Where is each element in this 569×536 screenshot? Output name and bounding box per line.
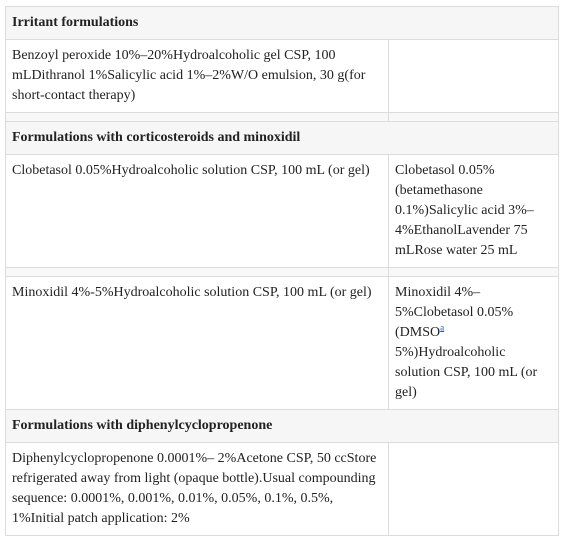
formulation-cell	[389, 40, 559, 113]
formulation-cell: Benzoyl peroxide 10%–20%Hydroalcoholic gel CSP, 100 mLDithranol 1%Salicylic acid 1%–2%W/O emulsion, 30 g(for short-contact therapy)	[6, 40, 389, 113]
spacer-cell	[6, 113, 389, 122]
formulation-cell: Clobetasol 0.05%Hydroalcoholic solution CSP, 100 mL (or gel)	[6, 155, 389, 268]
formulation-cell	[389, 277, 559, 410]
section-header-row	[6, 122, 559, 155]
section-title: Irritant formulations	[6, 7, 559, 40]
section-title: Formulations with corticosteroids and minoxidil	[6, 122, 559, 155]
spacer-cell	[6, 268, 389, 277]
formulations-table	[5, 6, 559, 536]
formulation-text: 5%)Hydroalcoholic solution CSP, 100 mL (or gel)	[395, 345, 538, 400]
section-title: Formulations with diphenylcyclopropenone	[6, 410, 559, 443]
formulation-cell: Minoxidil 4%-5%Hydroalcoholic solution CSP, 100 mL (or gel)	[6, 277, 389, 410]
section-header-row	[6, 410, 559, 443]
spacer-row	[6, 113, 559, 122]
formulation-text: Minoxidil 4%–5%Clobetasol 0.05% (DMSO	[395, 285, 514, 340]
table-row	[6, 155, 559, 268]
spacer-cell	[389, 113, 559, 122]
formulation-cell	[389, 443, 559, 536]
table-row	[6, 443, 559, 536]
table-row	[6, 277, 559, 410]
section-header-row	[6, 7, 559, 40]
spacer-cell	[389, 268, 559, 277]
spacer-row	[6, 268, 559, 277]
footnote-link[interactable]: a	[440, 322, 445, 333]
table-row	[6, 40, 559, 113]
formulation-cell: Diphenylcyclopropenone 0.0001%– 2%Acetone CSP, 50 ccStore refrigerated away from light (opaque bottle).Usual compounding sequence: 0.0001%, 0.001%, 0.01%, 0.05%, 0.1%, 0.5%, 1%Initial patch application: 2%	[6, 443, 389, 536]
formulation-cell: Clobetasol 0.05% (betamethasone 0.1%)Salicylic acid 3%–4%EthanolLavender 75 mLRose water 25 mL	[389, 155, 559, 268]
